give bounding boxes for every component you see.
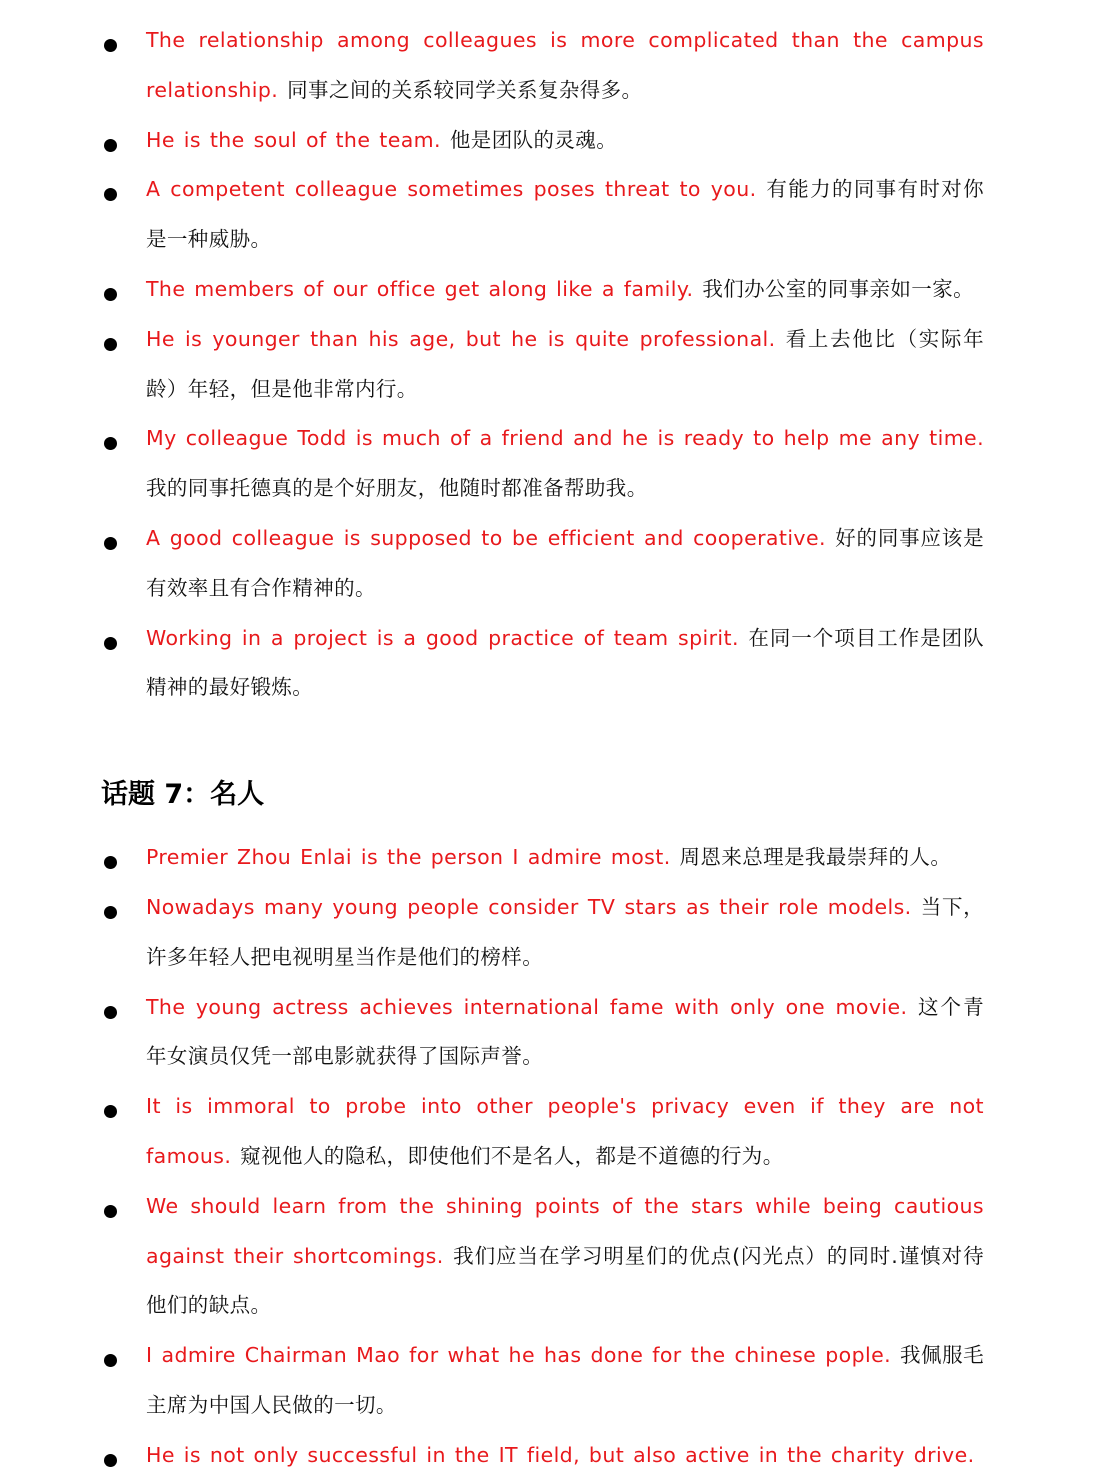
english-sentence: We should learn from the shining points of the stars while being cautious against their shortcomings. — [146, 1193, 984, 1268]
chinese-translation: 有能力的同事有时对你是一种威胁。 — [146, 177, 985, 252]
list-item — [100, 614, 984, 714]
english-sentence: My colleague Todd is much of a friend and he is ready to help me any time. — [146, 426, 984, 451]
bullet-icon — [104, 1354, 117, 1367]
list-item — [100, 1082, 984, 1182]
english-sentence: Premier Zhou Enlai is the person I admire most. — [146, 845, 671, 870]
english-sentence: The young actress achieves international fame with only one movie. — [146, 994, 908, 1019]
english-sentence: It is immoral to probe into other people's privacy even if they are not famous. — [146, 1094, 984, 1168]
bullet-icon — [104, 437, 117, 450]
chinese-translation: 同事之间的关系较同学关系复杂得多。 — [287, 77, 643, 102]
bullet-icon — [104, 1105, 117, 1118]
section-heading: 话题 7：名人 — [101, 779, 265, 811]
section-colleagues — [0, 0, 1113, 713]
english-sentence: He is not only successful in the IT field, but also active in the charity drive. — [146, 1442, 975, 1467]
english-sentence: The relationship among colleagues is more complicated than the campus relationship. — [146, 28, 984, 102]
list-item — [100, 883, 984, 983]
chinese-translation: 我们办公室的同事亲如一家。 — [702, 276, 975, 301]
english-sentence: Nowadays many young people consider TV stars as their role models. — [146, 894, 912, 919]
list-item — [100, 165, 984, 265]
list-item — [100, 414, 984, 514]
chinese-translation: 他是团队的灵魂。 — [449, 127, 618, 152]
bullet-icon — [104, 637, 117, 650]
chinese-translation: 看上去他比（实际年龄）年轻，但是他非常内行。 — [146, 326, 984, 401]
bullet-icon — [104, 906, 117, 919]
list-item — [100, 514, 984, 614]
chinese-translation: 周恩来总理是我最崇拜的人。 — [679, 845, 952, 870]
bullet-icon — [104, 856, 117, 869]
bullet-icon — [104, 1006, 117, 1019]
list-item — [100, 16, 984, 116]
bullet-icon — [104, 188, 117, 201]
list-item — [100, 116, 984, 166]
bullet-icon — [104, 288, 117, 301]
bullet-icon — [104, 39, 117, 52]
bullet-icon — [104, 537, 117, 550]
english-sentence: He is the soul of the team. — [146, 127, 441, 152]
chinese-translation: 我的同事托德真的是个好朋友，他随时都准备帮助我。 — [146, 476, 648, 501]
list-item — [100, 1182, 984, 1331]
list-item — [100, 315, 984, 415]
chinese-translation: 我佩服毛主席为中国人民做的一切。 — [146, 1343, 984, 1417]
english-sentence: He is younger than his age, but he is quite professional. — [146, 326, 776, 351]
english-sentence: Working in a project is a good practice of team spirit. — [146, 625, 739, 650]
bullet-icon — [104, 139, 117, 152]
section-celebrities — [0, 833, 1113, 1480]
chinese-translation: 在同一个项目工作是团队精神的最好锻炼。 — [146, 625, 984, 700]
list-item — [100, 833, 984, 883]
bullet-icon — [104, 1205, 117, 1218]
list-item — [100, 1331, 984, 1431]
list-item — [100, 265, 984, 315]
english-sentence: A competent colleague sometimes poses threat to you. — [146, 177, 757, 202]
english-sentence: I admire Chairman Mao for what he has done for the chinese pople. — [146, 1343, 892, 1368]
bullet-icon — [104, 338, 117, 351]
chinese-translation: 这个青年女演员仅凭一部电影就获得了国际声誉。 — [146, 994, 985, 1069]
list-item — [100, 983, 984, 1083]
list-item — [100, 1431, 984, 1481]
chinese-translation: 当下，许多年轻人把电视明星当作是他们的榜样。 — [146, 894, 984, 969]
chinese-translation: 好的同事应该是有效率且有合作精神的。 — [146, 525, 984, 600]
bullet-icon — [104, 1454, 117, 1467]
english-sentence: The members of our office get along like a family. — [146, 276, 694, 301]
chinese-translation: 窥视他人的隐私，即使他们不是名人，都是不道德的行为。 — [240, 1143, 784, 1168]
english-sentence: A good colleague is supposed to be efficient and cooperative. — [146, 525, 826, 550]
chinese-translation: 我们应当在学习明星们的优点(闪光点）的同时.谨慎对待他们的缺点。 — [146, 1243, 984, 1318]
